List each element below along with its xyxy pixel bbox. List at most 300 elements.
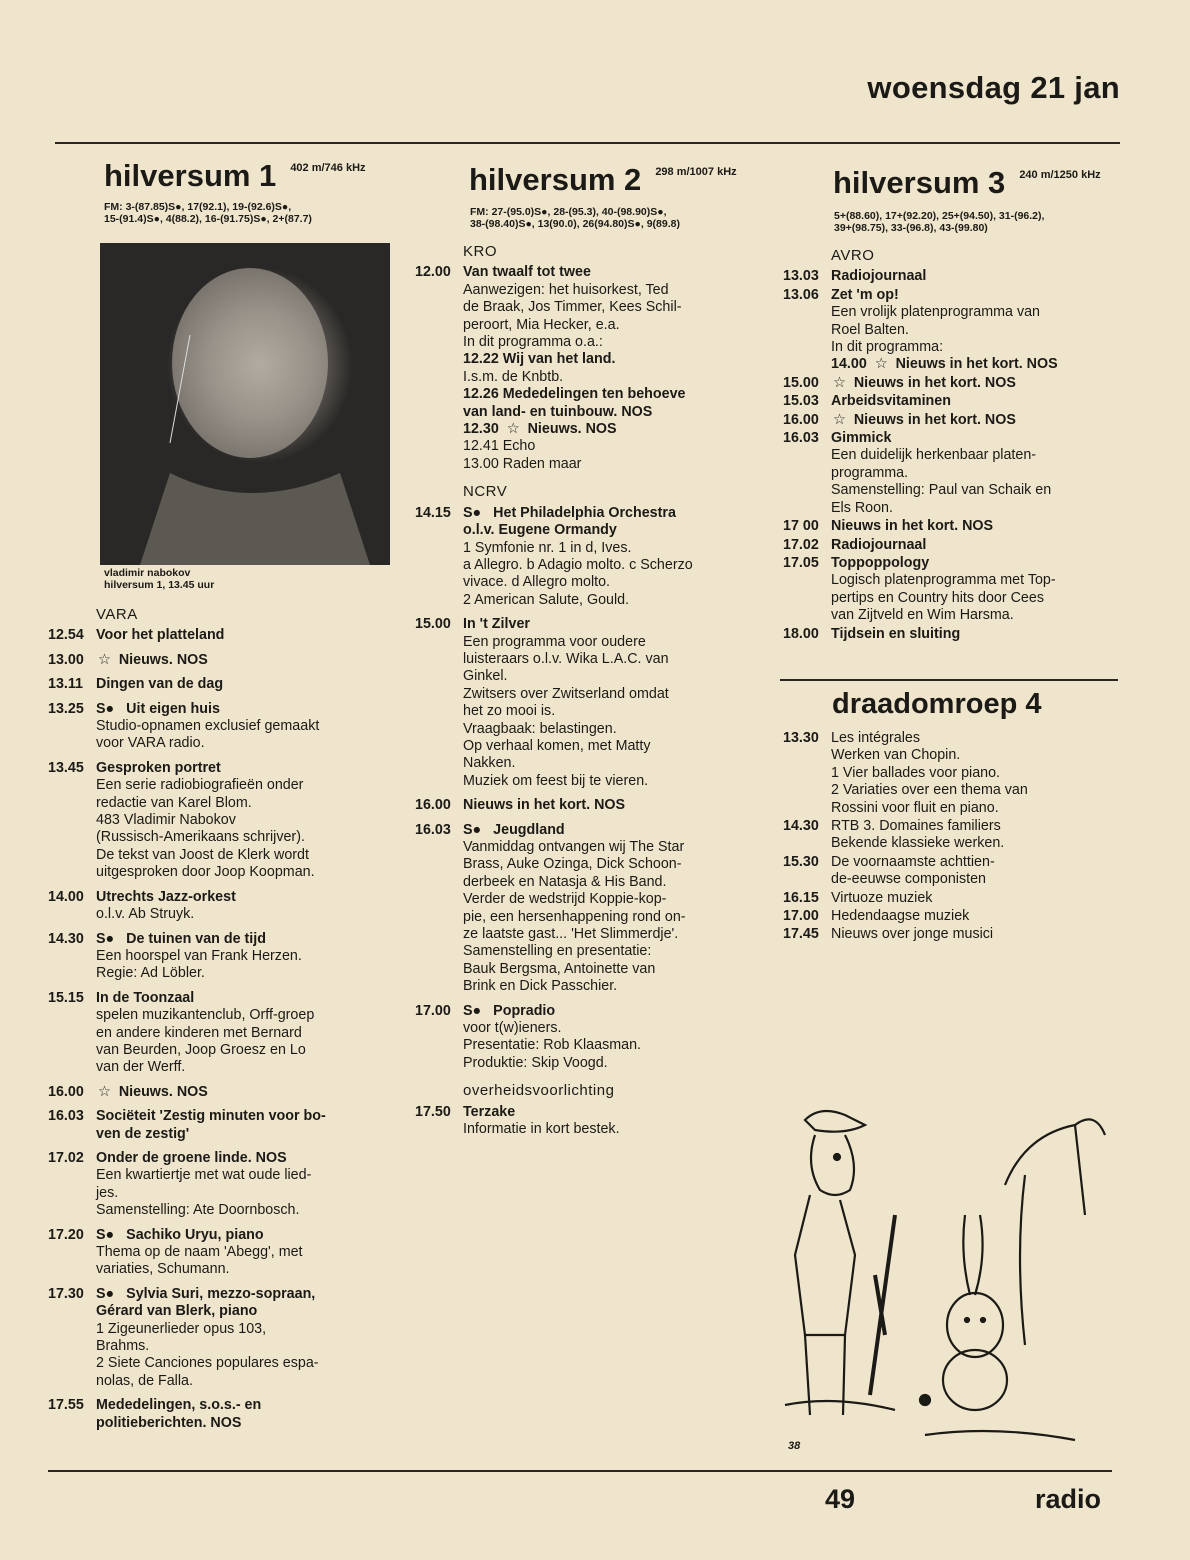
program-description: Muziek om feest bij te vieren. [463, 772, 649, 789]
program-description: nolas, de Falla. [96, 1372, 193, 1389]
program-description: van Beurden, Joop Groesz en Lo [96, 1041, 306, 1058]
program-time: 16.00 [48, 1083, 84, 1100]
program-title-text: Toppoppology [831, 554, 930, 571]
program-title-text: Virtuoze muziek [831, 889, 933, 906]
fm-line: FM: 3-(87.85)S●, 17(92.1), 19-(92.6)S●, [104, 201, 292, 213]
program-entry [48, 701, 378, 753]
program-title [463, 264, 765, 281]
program-title [831, 926, 1123, 943]
program-description: van Zijtveld en Wim Harsma. [831, 607, 1014, 624]
sub-program [463, 351, 765, 368]
program-title-text: de-eeuwse componisten [831, 871, 986, 888]
program-time: 17.00 [415, 1002, 451, 1019]
program-description: 13.00 Raden maar [463, 455, 582, 472]
program-description: Produktie: Skip Voogd. [463, 1054, 608, 1071]
program-title-text: RTB 3. Domaines familiers [831, 818, 1001, 835]
news-star-icon: ☆ [874, 356, 888, 373]
program-body [96, 990, 378, 1077]
program-description: 483 Vladimir Nabokov [96, 812, 236, 829]
broadcaster-label: VARA [96, 606, 138, 623]
program-title [831, 393, 1123, 410]
sub-program [463, 386, 765, 403]
program-description: het zo mooi is. [463, 703, 556, 720]
news-star-icon: ☆ [98, 651, 111, 668]
program-body [96, 1286, 378, 1390]
program-body [96, 1397, 378, 1432]
sub-program-text: 12.22 Wij van het land. [463, 351, 616, 368]
program-title-text: Radiojournaal [831, 268, 927, 285]
program-title [831, 537, 1123, 554]
program-body [96, 1150, 378, 1220]
program-title [831, 268, 1123, 285]
program-description: 2 American Salute, Gould. [463, 591, 630, 608]
program-body [463, 797, 765, 814]
program-description: Aanwezigen: het huisorkest, Ted [463, 281, 669, 298]
draadomroep-divider [780, 679, 1118, 681]
program-time: 16.03 [48, 1108, 84, 1125]
program-time: 15.15 [48, 989, 84, 1006]
program-title [831, 412, 1123, 429]
program-description: vivace. d Allegro molto. [463, 574, 611, 591]
program-body [831, 393, 1123, 410]
program-title-text: Nieuws in het kort. NOS [463, 797, 626, 814]
program-title-text: Radiojournaal [831, 536, 927, 553]
program-description: Els Roon. [831, 499, 893, 516]
program-entry [48, 1286, 378, 1390]
station-band: 402 m/746 kHz [290, 162, 366, 174]
program-title-text: Sylvia Suri, mezzo-sopraan, [126, 1285, 316, 1302]
program-time: 17.20 [48, 1226, 84, 1243]
stereo-mark: S● [96, 1285, 115, 1302]
program-body [463, 1003, 765, 1073]
program-description: Een kwartiertje met wat oude lied- [96, 1167, 312, 1184]
photo-caption [104, 567, 214, 591]
program-description: en andere kinderen met Bernard [96, 1024, 302, 1041]
stereo-mark: S● [96, 1226, 115, 1243]
program-description: Bauk Bergsma, Antoinette van [463, 960, 656, 977]
program-title-text: Utrechts Jazz-orkest [96, 888, 236, 905]
program-entry [48, 1084, 378, 1101]
program-title [96, 1227, 378, 1244]
program-title-text: Sachiko Uryu, piano [126, 1226, 264, 1243]
program-description: Samenstelling: Paul van Schaik en [831, 482, 1052, 499]
program-time: 13.45 [48, 759, 84, 776]
program-description: Nakken. [463, 755, 516, 772]
program-entry [415, 505, 765, 609]
program-description: programma. [831, 464, 909, 481]
program-title [96, 1108, 378, 1125]
program-title [831, 818, 1123, 835]
program-body [831, 537, 1123, 554]
program-description: Brink en Dick Passchier. [463, 978, 618, 995]
program-title [463, 822, 765, 839]
program-title-text: Nieuws. NOS [118, 651, 208, 668]
program-title [96, 1126, 378, 1143]
caption-line: vladimir nabokov [104, 567, 191, 579]
program-title-text: In de Toonzaal [96, 989, 195, 1006]
program-entry [783, 518, 1123, 535]
program-title [831, 871, 1123, 888]
program-description: ze laatste gast... 'Het Slimmerdje'. [463, 926, 679, 943]
program-description: Brahms. [96, 1338, 150, 1355]
program-title-text: Gesproken portret [96, 759, 221, 776]
nabokov-photo [100, 243, 390, 565]
program-entry [783, 268, 1123, 285]
program-title [831, 430, 1123, 447]
program-title-text: ven de zestig' [96, 1125, 190, 1142]
program-time: 14.30 [48, 930, 84, 947]
program-entry [783, 626, 1123, 643]
program-description: Op verhaal komen, met Matty [463, 737, 651, 754]
program-entry [415, 797, 765, 814]
program-title-text: Nieuws in het kort. NOS [853, 374, 1016, 391]
program-body [831, 908, 1123, 925]
program-description: Een vrolijk platenprogramma van [831, 304, 1040, 321]
program-body [831, 730, 1123, 817]
station-title-hilversum-1 [104, 158, 366, 194]
program-title-text: Gimmick [831, 430, 892, 447]
program-title [831, 626, 1123, 643]
program-description: 1 Vier ballades voor piano. [831, 764, 1001, 781]
program-description: voor VARA radio. [96, 735, 205, 752]
program-body [96, 1108, 378, 1143]
program-time: 15.00 [415, 616, 451, 633]
program-time: 17.05 [783, 554, 819, 571]
program-description: pie, een hersenhappening rond on- [463, 908, 686, 925]
program-description: uitgesproken door Joop Koopman. [96, 864, 315, 881]
program-time: 15.03 [783, 393, 819, 410]
program-title-text: politieberichten. NOS [96, 1414, 242, 1431]
program-entry [783, 555, 1123, 625]
program-entry [415, 1104, 765, 1139]
program-title [831, 890, 1123, 907]
station-title-hilversum-2 [469, 162, 737, 198]
program-description: Ginkel. [463, 668, 508, 685]
program-title-text: De voornaamste achttien- [831, 853, 995, 870]
program-body [463, 822, 765, 996]
program-description: 1 Zigeunerlieder opus 103, [96, 1320, 267, 1337]
program-entry [48, 931, 378, 983]
program-title-text: Popradio [493, 1002, 556, 1019]
program-description: Roel Balten. [831, 321, 909, 338]
program-entry [48, 1227, 378, 1279]
program-title [463, 797, 765, 814]
program-time: 17.45 [783, 926, 819, 943]
stereo-mark: S● [463, 821, 482, 838]
cartoon-signature: 38 [788, 1440, 801, 1452]
sub-program [831, 356, 1123, 373]
program-description: Een programma voor oudere [463, 633, 646, 650]
fm-frequencies [834, 210, 1044, 234]
program-description: van der Werff. [96, 1059, 186, 1076]
program-time: 17.50 [415, 1103, 451, 1120]
program-description: Een hoorspel van Frank Herzen. [96, 947, 302, 964]
program-title-text: Nieuws in het kort. NOS [831, 518, 994, 535]
program-description: variaties, Schumann. [96, 1261, 230, 1278]
program-title-text: Nieuws in het kort. NOS [853, 411, 1016, 428]
program-description: redactie van Karel Blom. [96, 794, 252, 811]
program-title [831, 730, 1123, 747]
program-entry [415, 1003, 765, 1073]
program-title [96, 990, 378, 1007]
program-body [96, 931, 378, 983]
program-time: 14.15 [415, 504, 451, 521]
broadcaster-label: NCRV [463, 483, 508, 501]
page-number: 49 [825, 1484, 856, 1514]
program-time: 16.00 [783, 411, 819, 428]
program-title [96, 652, 378, 669]
fm-frequencies [104, 201, 312, 225]
program-title [463, 505, 765, 522]
program-title-text: Uit eigen huis [126, 700, 220, 717]
station-band: 240 m/1250 kHz [1019, 169, 1101, 181]
program-entry [783, 537, 1123, 554]
program-description: Studio-opnamen exclusief gemaakt [96, 718, 320, 735]
program-entry [783, 375, 1123, 392]
program-title [463, 1104, 765, 1121]
program-time: 17.00 [783, 908, 819, 925]
broadcaster-label: KRO [463, 243, 498, 260]
sub-program-title: Nieuws. NOS [527, 421, 617, 438]
program-entry [48, 1150, 378, 1220]
program-body [463, 616, 765, 790]
program-description: Regie: Ad Löbler. [96, 965, 205, 982]
program-time: 17.55 [48, 1397, 84, 1414]
program-description: de Braak, Jos Timmer, Kees Schil- [463, 299, 682, 316]
program-title [96, 701, 378, 718]
hilversum-2-schedule [415, 241, 765, 1146]
program-title [831, 555, 1123, 572]
program-description: Vraagbaak: belastingen. [463, 720, 617, 737]
program-title [463, 616, 765, 633]
program-title-text: In 't Zilver [463, 616, 530, 633]
sub-program-text: 12.30 [463, 421, 499, 438]
program-body [96, 1227, 378, 1279]
draadomroep-4-schedule [783, 730, 1123, 945]
program-title [96, 676, 378, 693]
program-description: 2 Variaties over een thema van [831, 782, 1028, 799]
program-body [831, 518, 1123, 535]
program-body [831, 287, 1123, 374]
program-description: jes. [96, 1184, 119, 1201]
program-description: Verder de wedstrijd Koppie-kop- [463, 891, 667, 908]
station-title-hilversum-3 [833, 165, 1101, 201]
program-entry [783, 730, 1123, 817]
program-title-text: Van twaalf tot twee [463, 264, 591, 281]
program-title-text: Onder de groene linde. NOS [96, 1149, 287, 1166]
program-title-text: o.l.v. Eugene Ormandy [463, 522, 617, 539]
program-description: Informatie in kort bestek. [463, 1121, 620, 1138]
program-time: 13.00 [48, 651, 84, 668]
hilversum-3-schedule [783, 245, 1123, 644]
station-title-draadomroep-4: draadomroep 4 [832, 688, 1042, 720]
program-time: 13.03 [783, 268, 819, 285]
program-entry [48, 760, 378, 882]
program-body [463, 1104, 765, 1139]
stereo-mark: S● [96, 700, 115, 717]
program-body [463, 505, 765, 609]
program-title [96, 1150, 378, 1167]
program-body [96, 1084, 378, 1101]
fm-line: 15-(91.4)S●, 4(88.2), 16-(91.75)S●, 2+(87.7) [104, 213, 312, 225]
program-description: Zwitsers over Zwitserland omdat [463, 685, 669, 702]
program-entry [783, 287, 1123, 374]
program-time: 12.54 [48, 627, 84, 644]
sub-program-text: 14.00 [831, 356, 867, 373]
program-entry [783, 393, 1123, 410]
program-body [831, 626, 1123, 643]
program-time: 17.02 [783, 536, 819, 553]
program-title-text: Nieuws. NOS [118, 1083, 208, 1100]
program-title [96, 889, 378, 906]
program-title [831, 375, 1123, 392]
fm-line: FM: 27-(95.0)S●, 28-(95.3), 40-(98.90)S●, [470, 206, 667, 218]
program-title [96, 1286, 378, 1303]
program-title [96, 760, 378, 777]
program-entry [783, 890, 1123, 907]
station-name: hilversum 2 [469, 162, 642, 197]
program-body [96, 676, 378, 693]
program-description: luisteraars o.l.v. Wika L.A.C. van [463, 650, 669, 667]
program-entry [48, 889, 378, 924]
program-description: peroort, Mia Hecker, e.a. [463, 316, 620, 333]
sub-program-text: van land- en tuinbouw. NOS [463, 403, 653, 420]
program-entry [48, 990, 378, 1077]
program-title-text: Sociëteit 'Zestig minuten voor bo- [96, 1108, 326, 1125]
program-description: Rossini voor fluit en piano. [831, 799, 999, 816]
fm-frequencies [470, 206, 680, 230]
program-body [96, 760, 378, 882]
program-body [831, 854, 1123, 889]
page-date: woensdag 21 jan [867, 70, 1120, 105]
section-name: radio [1035, 1484, 1102, 1514]
program-body [96, 652, 378, 669]
program-time: 13.11 [48, 676, 83, 693]
stereo-mark: S● [463, 504, 482, 521]
program-description: Een duidelijk herkenbaar platen- [831, 447, 1037, 464]
stereo-mark: S● [463, 1002, 482, 1019]
program-body [831, 890, 1123, 907]
program-time: 12.00 [415, 264, 451, 281]
fm-line: 39+(98.75), 33-(96.8), 43-(99.80) [834, 222, 988, 234]
program-time: 14.00 [48, 888, 84, 905]
program-time: 13.30 [783, 730, 819, 746]
program-title-text: Arbeidsvitaminen [831, 393, 951, 410]
program-body [831, 555, 1123, 625]
portrait-illustration [100, 243, 390, 565]
station-band: 298 m/1007 kHz [655, 166, 737, 178]
program-title [831, 854, 1123, 871]
program-title [831, 518, 1123, 535]
program-body [831, 926, 1123, 943]
program-description: In dit programma: [831, 339, 944, 356]
program-title-text: Jeugdland [493, 821, 565, 838]
caption-line: hilversum 1, 13.45 uur [104, 579, 215, 591]
program-description: Bekende klassieke werken. [831, 835, 1005, 852]
program-title-text: De tuinen van de tijd [126, 930, 266, 947]
program-description: voor t(w)ieners. [463, 1020, 562, 1037]
program-title [831, 908, 1123, 925]
program-title-text: Gérard van Blerk, piano [96, 1303, 258, 1320]
program-title [96, 931, 378, 948]
program-entry [783, 430, 1123, 517]
station-name: hilversum 1 [104, 158, 277, 193]
broadcaster-label: overheidsvoorlichting [463, 1082, 615, 1100]
program-time: 13.25 [48, 700, 84, 717]
program-time: 17.30 [48, 1285, 84, 1302]
program-description: 2 Siete Canciones populares espa- [96, 1355, 319, 1372]
stereo-mark: S● [96, 930, 115, 947]
program-body [831, 268, 1123, 285]
program-description: Logisch platenprogramma met Top- [831, 572, 1056, 589]
program-time: 16.03 [783, 430, 819, 447]
news-star-icon: ☆ [833, 411, 846, 428]
program-title-text: Tijdsein en sluiting [831, 625, 961, 642]
program-title-text: Zet 'm op! [831, 286, 899, 303]
program-description: Thema op de naam 'Abegg', met [96, 1244, 303, 1260]
sub-program [463, 404, 765, 421]
program-title [463, 522, 765, 539]
program-title-text: Voor het platteland [96, 627, 225, 644]
program-description: Werken van Chopin. [831, 747, 961, 764]
sub-program-text: 12.26 Mededelingen ten behoeve [463, 386, 686, 403]
hunter-rabbit-cartoon [775, 1095, 1125, 1460]
program-body [96, 889, 378, 924]
program-time: 16.03 [415, 821, 451, 838]
bottom-divider [48, 1470, 1112, 1472]
program-description: a Allegro. b Adagio molto. c Scherzo [463, 556, 693, 573]
program-entry [48, 627, 378, 644]
program-body [831, 430, 1123, 517]
program-time: 16.15 [783, 889, 819, 906]
program-description: derbeek en Natasja & His Band. [463, 873, 667, 890]
program-title-text: Dingen van de dag [96, 676, 224, 693]
program-description: Samenstelling en presentatie: [463, 943, 652, 960]
program-description: 1 Symfonie nr. 1 in d, Ives. [463, 539, 632, 556]
program-time: 15.00 [783, 374, 819, 391]
program-time: 15.30 [783, 853, 819, 870]
program-title-text: Hedendaagse muziek [831, 908, 970, 925]
program-description: o.l.v. Ab Struyk. [96, 906, 195, 923]
program-title [96, 627, 378, 644]
program-entry [783, 908, 1123, 925]
program-time: 17 00 [783, 518, 819, 535]
broadcaster-label: AVRO [831, 247, 875, 264]
program-description: Brass, Auke Ozinga, Dick Schoon- [463, 856, 682, 873]
program-description: Presentatie: Rob Klaasman. [463, 1037, 642, 1054]
program-description: Samenstelling: Ate Doornbosch. [96, 1202, 300, 1219]
news-star-icon: ☆ [506, 421, 520, 438]
program-title-text: Het Philadelphia Orchestra [493, 504, 676, 521]
program-title-text: Nieuws over jonge musici [831, 926, 994, 943]
program-body [96, 627, 378, 644]
program-title-text: Les intégrales [831, 730, 921, 746]
program-title-text: Terzake [463, 1103, 516, 1120]
program-entry [48, 1108, 378, 1143]
program-title-text: Mededelingen, s.o.s.- en [96, 1397, 262, 1414]
program-title [463, 1003, 765, 1020]
fm-line: 38-(98.40)S●, 13(90.0), 26(94.80)S●, 9(89.8) [470, 218, 680, 230]
fm-line: 5+(88.60), 17+(92.20), 25+(94.50), 31-(96.2), [834, 210, 1045, 222]
program-description: In dit programma o.a.: [463, 334, 603, 351]
news-star-icon: ☆ [98, 1083, 111, 1100]
station-name: hilversum 3 [833, 165, 1006, 200]
sub-program-title: Nieuws in het kort. NOS [895, 356, 1058, 373]
program-entry [48, 652, 378, 669]
program-entry [783, 854, 1123, 889]
program-title [831, 287, 1123, 304]
program-entry [415, 616, 765, 790]
